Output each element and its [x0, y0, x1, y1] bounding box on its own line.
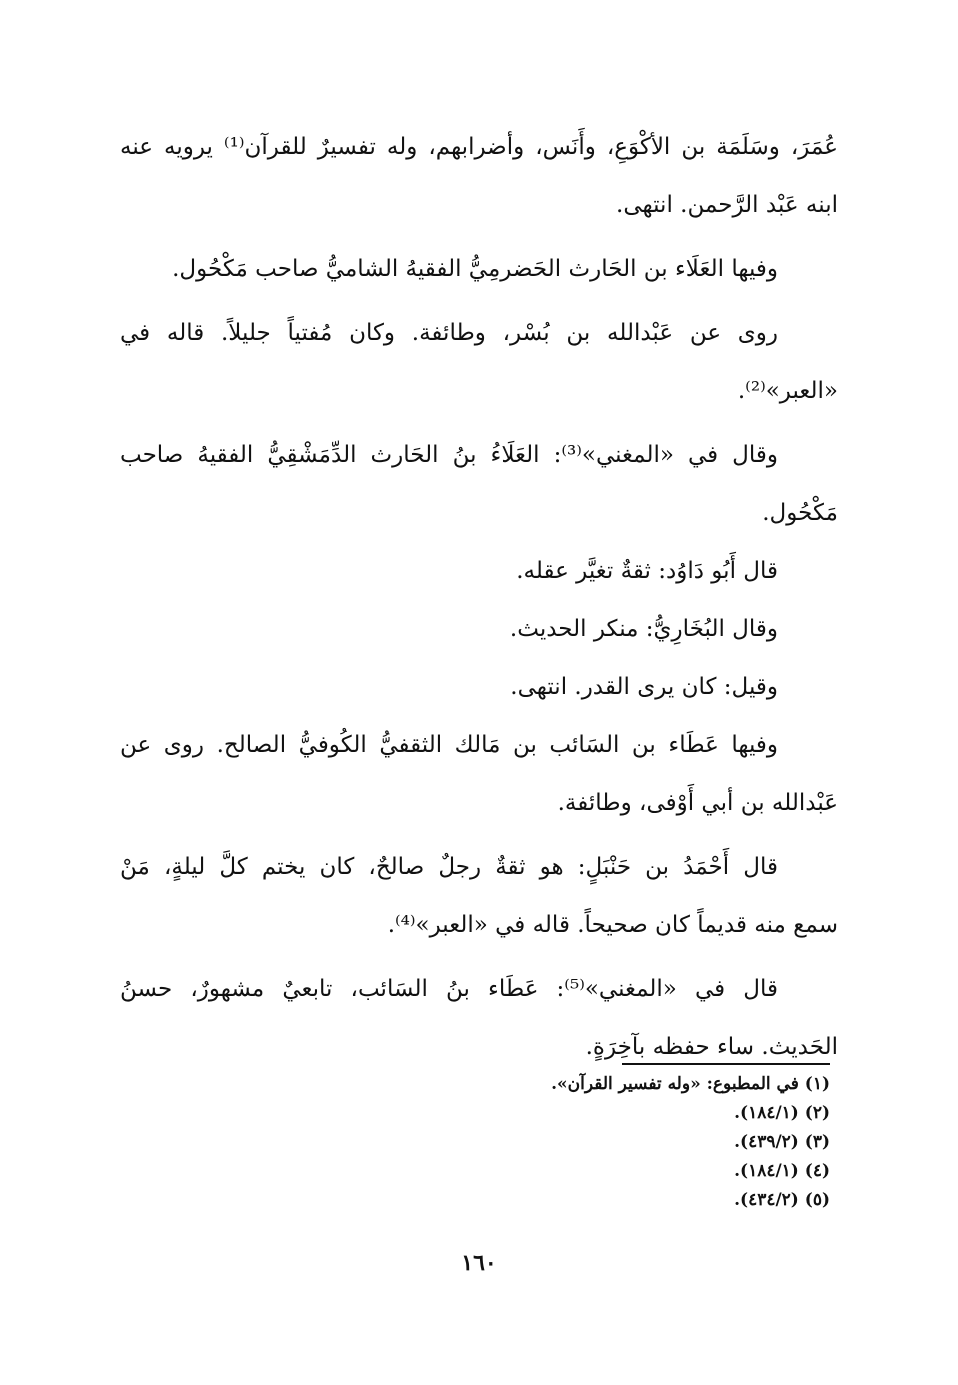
paragraph-first-line: وفيها العَلَاء بن الحَارث الحَضرمِيُّ الفقيهُ الشاميُّ صاحب مَكْحُول. [172, 256, 778, 282]
text-line: «العبر»⁽²⁾. [737, 378, 838, 404]
paragraph-first-line: وقيل: كان يرى القدر. انتهى. [510, 674, 778, 700]
footnote: (١) في المطبوع: «وله تفسير القرآن». [551, 1074, 830, 1094]
footnote: (٣) (٤٣٩/٢). [734, 1132, 830, 1152]
footnote: (٢) (١٨٤/١). [734, 1103, 830, 1123]
footnote-separator [622, 1063, 830, 1065]
footnote: (٥) (٤٣٤/٢). [734, 1190, 830, 1210]
paragraph-first-line: وفيها عَطَاء بن السَائب بن مَالك الثقفيُّ الكُوفيُّ الصالح. روى عن [120, 732, 778, 758]
paragraph-first-line: روى عن عَبْدالله بن بُسْر، وطائفة. وكان مُفتياً جليلاً. قاله في [120, 320, 778, 346]
main-text [120, 118, 838, 1076]
paragraph-first-line: وقال في «المغني»⁽³⁾: العَلَاءُ بنُ الحَارث الدِّمَشْقِيُّ الفقيهُ صاحب [120, 442, 778, 468]
text-line: ابنه عَبْد الرَّحمن. انتهى. [616, 192, 838, 218]
footnote: (٤) (١٨٤/١). [734, 1161, 830, 1181]
text-line: عَبْدالله بن أبي أَوْفى، وطائفة. [557, 790, 838, 816]
text-line: الحَديث. ساء حفظه بآخِرَةٍ. [585, 1034, 838, 1060]
paragraph-first-line: وقال البُخَارِيُّ: منكر الحديث. [509, 616, 778, 642]
paragraph-first-line: قال في «المغني»⁽⁵⁾: عَطَاء بنُ السَائب، تابعيٌ مشهورٌ، حسنُ [120, 976, 778, 1002]
footnotes [480, 1070, 830, 1215]
text-line: مَكْحُول. [762, 500, 838, 526]
text-line: عُمَرَ، وسَلَمَة بن الأكْوَعِ، وأَنَس، وأضرابهم، وله تفسيرٌ للقرآن⁽¹⁾ يرويه عنه [120, 134, 838, 160]
text-line: سمع منه قديماً كان صحيحاً. قاله في «العبر»⁽⁴⁾. [387, 912, 838, 938]
paragraph-first-line: قال أَبُو دَاوُد: ثقةٌ تغيَّر عقله. [516, 558, 778, 584]
paragraph-first-line: قال أَحْمَدُ بن حَنْبَلٍ: هو ثقةٌ رجلٌ صالحٌ، كان يختم كلَّ ليلةٍ، مَنْ [120, 854, 778, 880]
page-number: ١٦٠ [461, 1250, 497, 1276]
